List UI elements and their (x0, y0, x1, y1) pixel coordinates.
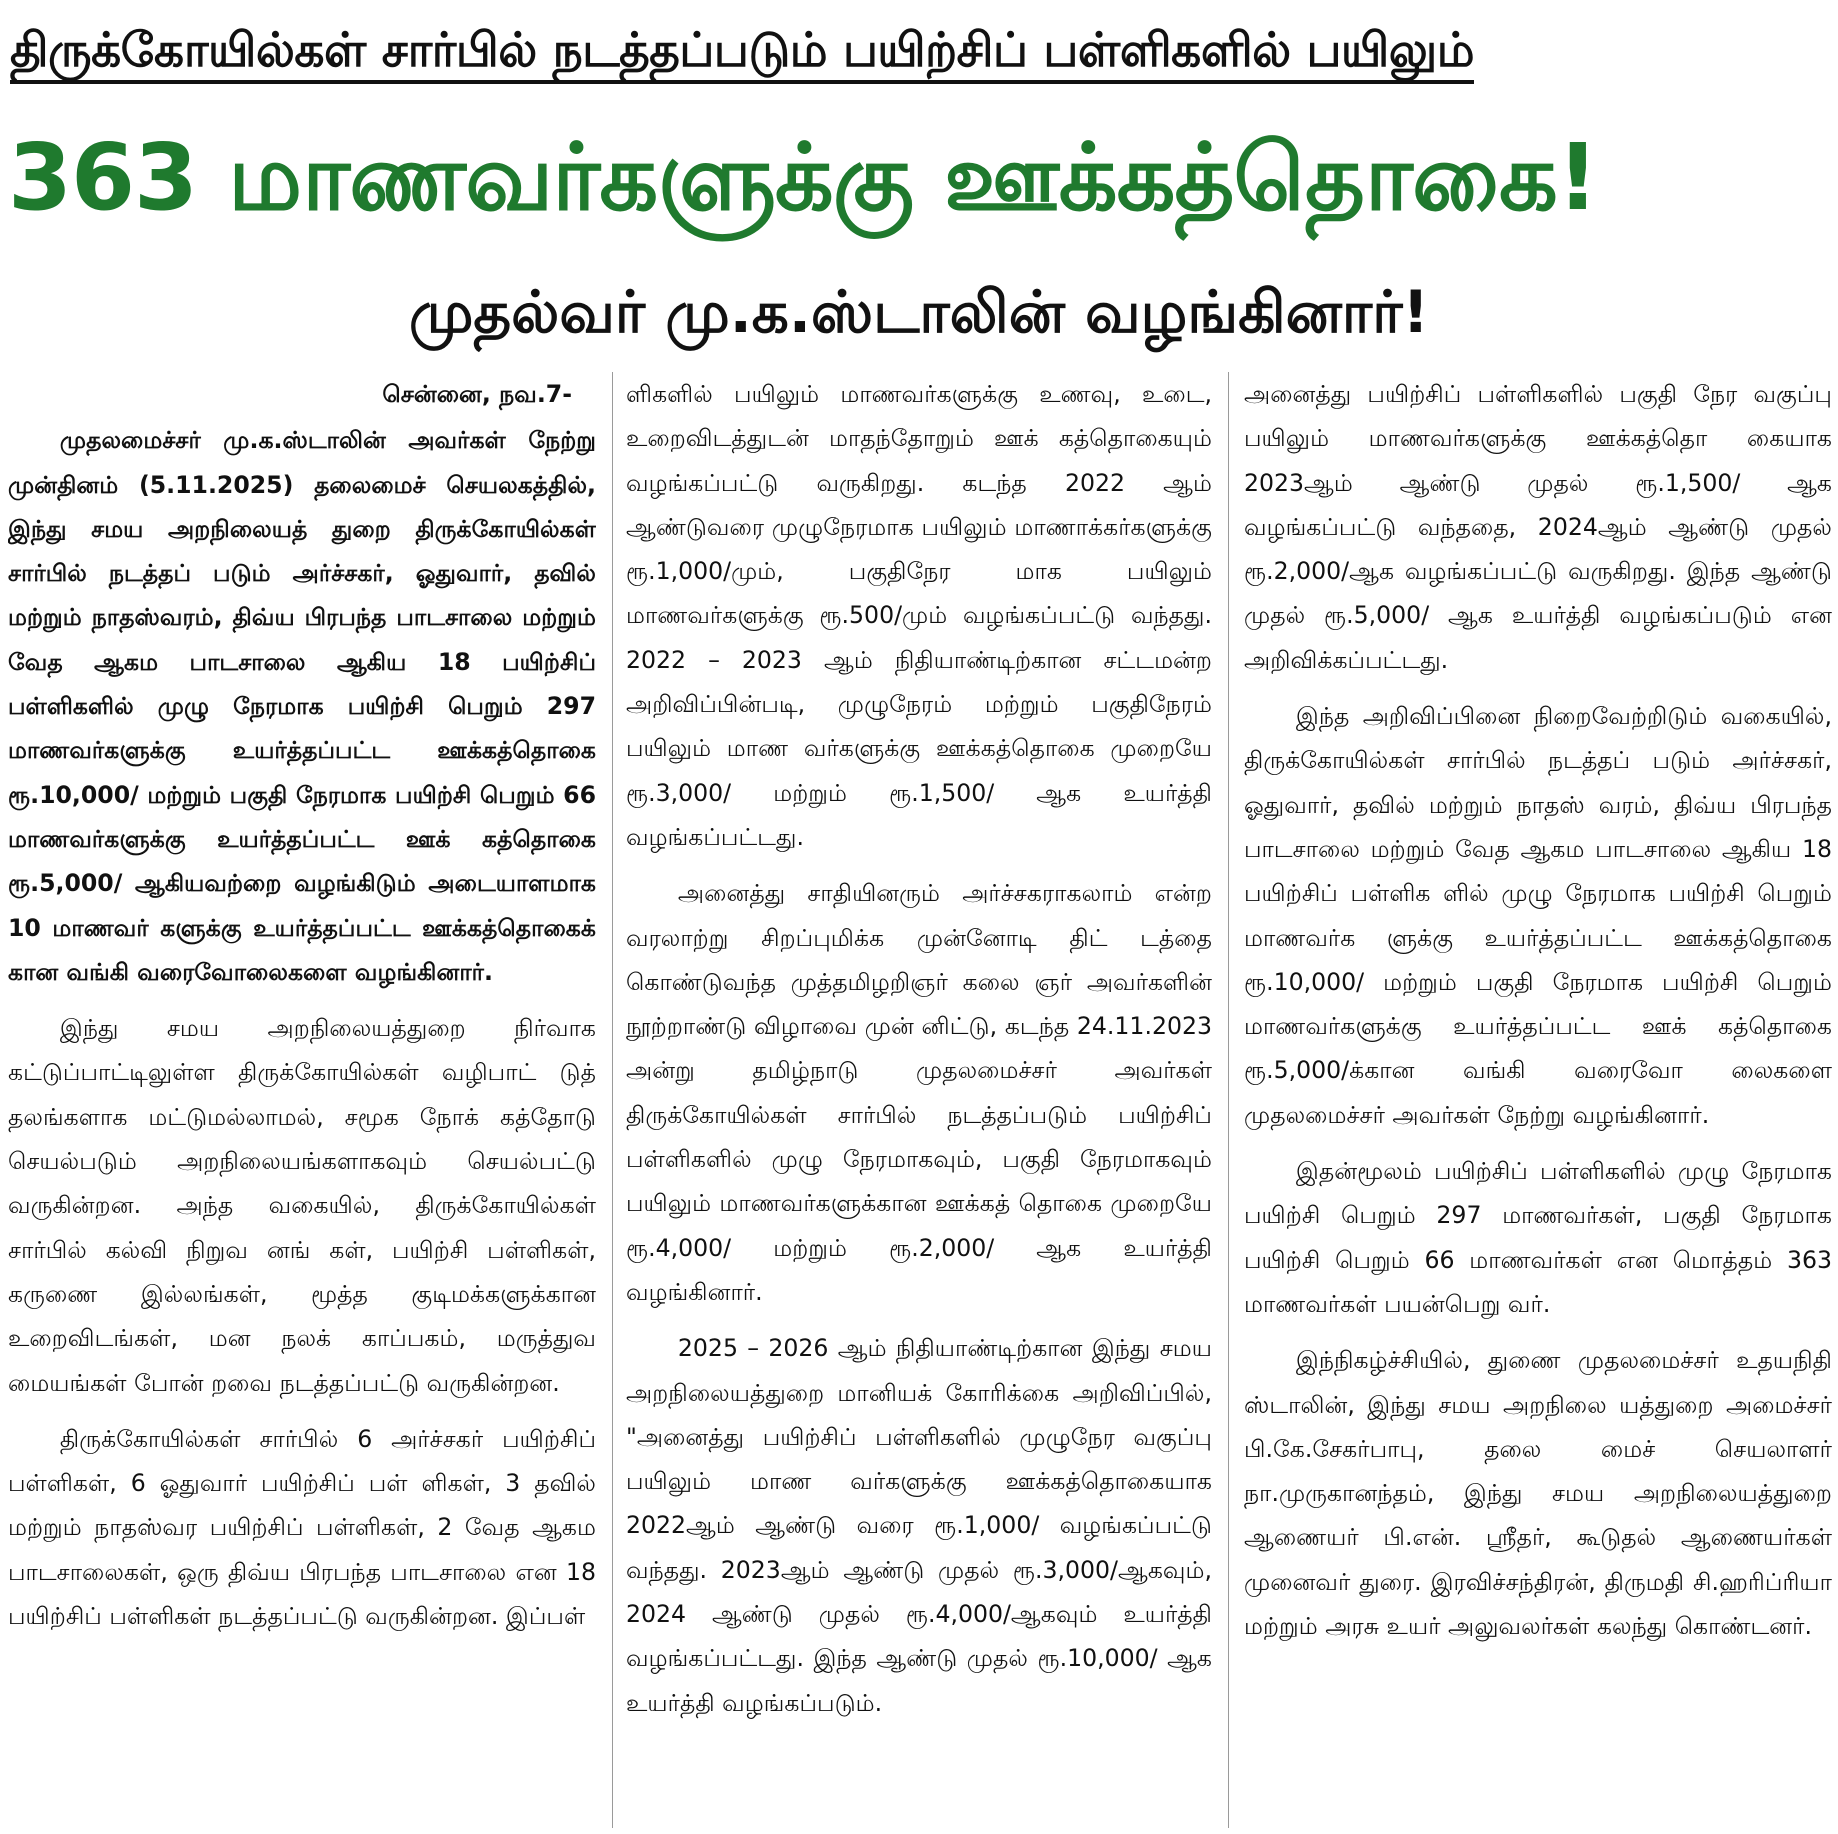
body-paragraph: இந்நிகழ்ச்சியில், துணை முதலமைச்சர் உதயநிதி ஸ்டாலின், இந்து சமய அறநிலை யத்துறை அமைச்சர் பி.கே.சேகர்பாபு, தலை மைச் செயலாளர் நா.முருகானந்தம், இந்து சமய அறநிலையத்துறை ஆணையர் பி.என். ஸ்ரீதர், கூடுதல் ஆணையர்கள் முனைவர் துரை. இரவிச்சந்திரன், திருமதி சி.ஹரிப்ரியா மற்றும் அரசு உயர் அலுவலர்கள் கலந்து கொண்டனர். (1244, 1346, 1832, 1641)
article-headline: 363 மாணவர்களுக்கு ஊக்கத்தொகை! (8, 124, 1598, 231)
dateline: சென்னை, நவ.7- (382, 380, 572, 408)
body-paragraph: அனைத்து பயிற்சிப் பள்ளிகளில் பகுதி நேர வகுப்பு பயிலும் மாணவர்களுக்கு ஊக்கத்தொ கையாக 2023ஆம் ஆண்டு முதல் ரூ.1,500/ ஆக வழங்கப்பட்டு வந்ததை, 2024ஆம் ஆண்டு முதல் ரூ.2,000/ஆக வழங்கப்பட்டு வருகிறது. இந்த ஆண்டு முதல் ரூ.5,000/ ஆக உயர்த்தி வழங்கப்படும் என அறிவிக்கப்பட்டது. (1244, 380, 1832, 674)
kicker-text: திருக்கோயில்கள் சார்பில் நடத்தப்படும் பயிற்சிப் பள்ளிகளில் பயிலும் (10, 23, 1474, 84)
body-paragraph: இந்து சமய அறநிலையத்துறை நிர்வாக கட்டுப்பாட்டிலுள்ள திருக்கோயில்கள் வழிபாட் டுத் தலங்களாக மட்டுமல்லாமல், சமூக நோக் கத்தோடு செயல்படும் அறநிலையங்களாகவும் செயல்பட்டு வருகின்றன. அந்த வகையில், திருக்கோயில்கள் சார்பில் கல்வி நிறுவ னங் கள், பயிற்சி பள்ளிகள், கருணை இல்லங்கள், மூத்த குடிமக்களுக்கான உறைவிடங்கள், மன நலக் காப்பகம், மருத்துவ மையங்கள் போன் றவை நடத்தப்பட்டு வருகின்றன. (8, 1014, 596, 1397)
body-paragraph: இதன்மூலம் பயிற்சிப் பள்ளிகளில் முழு நேரமாக பயிற்சி பெறும் 297 மாணவர்கள், பகுதி நேரமாக பயிற்சி பெறும் 66 மாணவர்கள் என மொத்தம் 363 மாணவர்கள் பயன்பெறு வர். (1244, 1157, 1832, 1318)
article-kicker (10, 18, 1550, 84)
column-divider (1228, 372, 1229, 1828)
article-column-1 (8, 372, 596, 1828)
body-paragraph: அனைத்து சாதியினரும் அர்ச்சகராகலாம் என்ற வரலாற்று சிறப்புமிக்க முன்னோடி திட் டத்தை கொண்டுவந்த முத்தமிழறிஞர் கலை ஞர் அவர்களின் நூற்றாண்டு விழாவை முன் னிட்டு, கடந்த 24.11.2023 அன்று தமிழ்நாடு முதலமைச்சர் அவர்கள் திருக்கோயில்கள் சார்பில் நடத்தப்படும் பயிற்சிப் பள்ளிகளில் முழு நேரமாகவும், பகுதி நேரமாகவும் பயிலும் மாணவர்களுக்கான ஊக்கத் தொகை முறையே ரூ.4,000/ மற்றும் ரூ.2,000/ ஆக உயர்த்தி வழங்கினார். (626, 879, 1212, 1306)
article-column-3 (1244, 372, 1832, 1828)
body-paragraph: ளிகளில் பயிலும் மாணவர்களுக்கு உணவு, உடை, உறைவிடத்துடன் மாதந்தோறும் ஊக் கத்தொகையும் வழங்கப்பட்டு வருகிறது. கடந்த 2022 ஆம் ஆண்டுவரை முழுநேரமாக பயிலும் மாணாக்கர்களுக்கு ரூ.1,000/மும், பகுதிநேர மாக பயிலும் மாணவர்களுக்கு ரூ.500/மும் வழங்கப்பட்டு வந்தது. 2022 – 2023 ஆம் நிதியாண்டிற்கான சட்டமன்ற அறிவிப்பின்படி, முழுநேரம் மற்றும் பகுதிநேரம் பயிலும் மாண வர்களுக்கு ஊக்கத்தொகை முறையே ரூ.3,000/ மற்றும் ரூ.1,500/ ஆக உயர்த்தி வழங்கப்பட்டது. (626, 380, 1212, 851)
body-paragraph: திருக்கோயில்கள் சார்பில் 6 அர்ச்சகர் பயிற்சிப் பள்ளிகள், 6 ஓதுவார் பயிற்சிப் பள் ளிகள், 3 தவில் மற்றும் நாதஸ்வர பயிற்சிப் பள்ளிகள், 2 வேத ஆகம பாடசாலைகள், ஒரு திவ்ய பிரபந்த பாடசாலை என 18 பயிற்சிப் பள்ளிகள் நடத்தப்பட்டு வருகின்றன. இப்பள் (8, 1424, 596, 1631)
body-paragraph: 2025 – 2026 ஆம் நிதியாண்டிற்கான இந்து சமய அறநிலையத்துறை மானியக் கோரிக்கை அறிவிப்பில், "அனைத்து பயிற்சிப் பள்ளிகளில் முழுநேர வகுப்பு பயிலும் மாண வர்களுக்கு ஊக்கத்தொகையாக 2022ஆம் ஆண்டு வரை ரூ.1,000/ வழங்கப்பட்டு வந்தது. 2023ஆம் ஆண்டு முதல் ரூ.3,000/ஆகவும், 2024 ஆண்டு முதல் ரூ.4,000/ஆகவும் உயர்த்தி வழங்கப்பட்டது. இந்த ஆண்டு முதல் ரூ.10,000/ ஆக உயர்த்தி வழங்கப்படும். (626, 1334, 1212, 1717)
article-subheadline: முதல்வர் மு.க.ஸ்டாலின் வழங்கினார்! (409, 278, 1429, 346)
article-column-2 (626, 372, 1212, 1828)
column-divider (612, 372, 613, 1828)
lead-paragraph: முதலமைச்சர் மு.க.ஸ்டாலின் அவர்கள் நேற்று முன்தினம் (5.11.2025) தலைமைச் செயலகத்தில், இந்து சமய அறநிலையத் துறை திருக்கோயில்கள் சார்பில் நடத்தப் படும் அர்ச்சகர், ஓதுவார், தவில் மற்றும் நாதஸ்வரம், திவ்ய பிரபந்த பாடசாலை மற்றும் வேத ஆகம பாடசாலை ஆகிய 18 பயிற்சிப் பள்ளிகளில் முழு நேரமாக பயிற்சி பெறும் 297 மாணவர்களுக்கு உயர்த்தப்பட்ட ஊக்கத்தொகை ரூ.10,000/ மற்றும் பகுதி நேரமாக பயிற்சி பெறும் 66 மாணவர்களுக்கு உயர்த்தப்பட்ட ஊக் கத்தொகை ரூ.5,000/ ஆகியவற்றை வழங்கிடும் அடையாளமாக 10 மாணவர் களுக்கு உயர்த்தப்பட்ட ஊக்கத்தொகைக் கான வங்கி வரைவோலைகளை வழங்கினார். (8, 426, 596, 986)
body-paragraph: இந்த அறிவிப்பினை நிறைவேற்றிடும் வகையில், திருக்கோயில்கள் சார்பில் நடத்தப் படும் அர்ச்சகர், ஓதுவார், தவில் மற்றும் நாதஸ் வரம், திவ்ய பிரபந்த பாடசாலை மற்றும் வேத ஆகம பாடசாலை ஆகிய 18 பயிற்சிப் பள்ளிக ளில் முழு நேரமாக பயிற்சி பெறும் மாணவர்க ளுக்கு உயர்த்தப்பட்ட ஊக்கத்தொகை ரூ.10,000/ மற்றும் பகுதி நேரமாக பயிற்சி பெறும் மாணவர்களுக்கு உயர்த்தப்பட்ட ஊக் கத்தொகை ரூ.5,000/க்கான வங்கி வரைவோ லைகளை முதலமைச்சர் அவர்கள் நேற்று வழங்கினார். (1244, 702, 1832, 1129)
